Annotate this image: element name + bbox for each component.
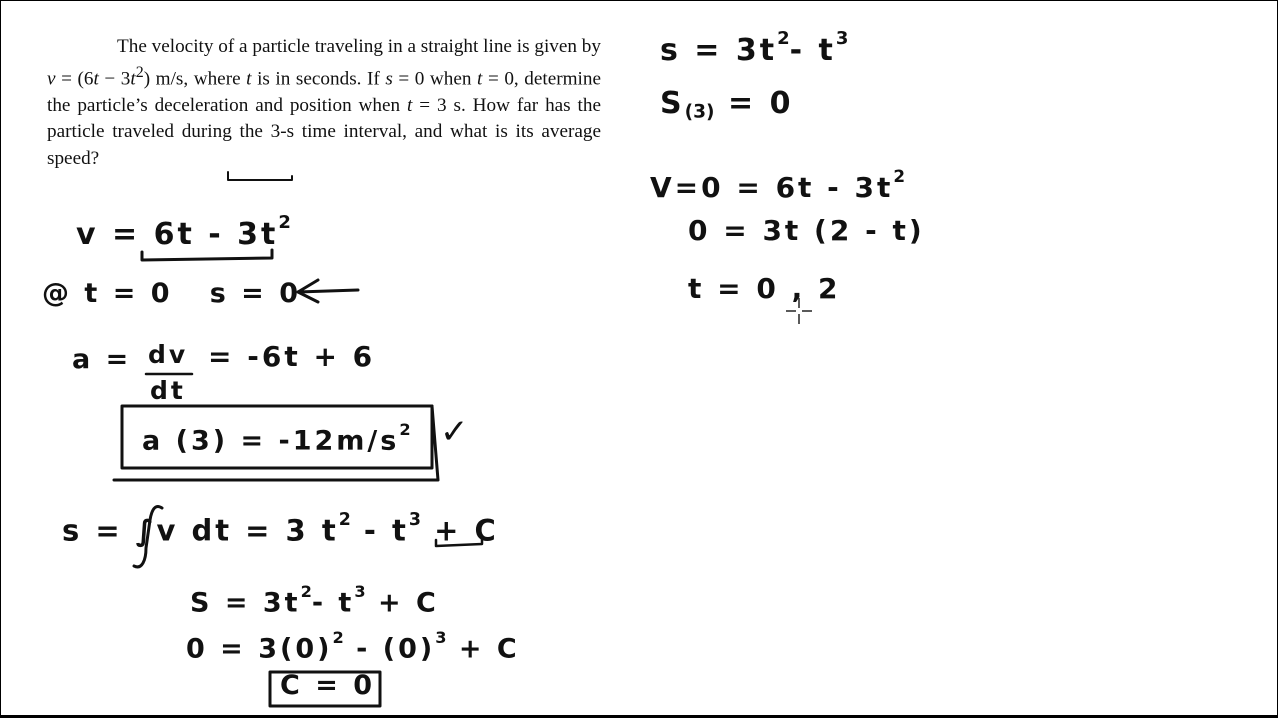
initial-condition: @ t = 0 s = 0 <box>42 278 301 309</box>
underline-constant <box>436 538 482 546</box>
checkmark-icon: ✓ <box>440 412 469 452</box>
position-integral: s = ∫v dt = 3 $t^2 - t^3 + C$ <box>62 510 499 548</box>
constant-box <box>270 672 380 706</box>
position-substitution-1: $S = 3t^2-$ $t^3 + C$ <box>190 582 439 619</box>
arrow-icon <box>298 280 358 302</box>
crosshair-cursor-icon <box>784 296 814 326</box>
accel-dt: dt <box>150 376 186 405</box>
factored-equation: 0 = 3t (2 - t) <box>688 214 925 247</box>
velocity-roots: t = 0 , 2 <box>688 272 841 305</box>
accel-dv: dv <box>148 340 189 369</box>
integral-sign <box>134 507 162 567</box>
position-function: $s = 3t^2-$ $t^3$ <box>660 28 849 69</box>
velocity-equation: $v = 6t - 3t^2$ <box>76 212 291 253</box>
position-at-3: $S_{(3)} = 0$ <box>660 86 794 123</box>
underline-3s-interval <box>228 172 292 180</box>
position-substitution-2: $0 = 3(0)^2 - (0)^3 + C$ <box>186 628 520 665</box>
accel-a-label: a = <box>72 344 132 375</box>
velocity-zero-equation: $V=0 = 6t - 3t^2$ <box>650 166 906 205</box>
underline-velocity <box>142 250 272 260</box>
problem-statement: The velocity of a particle traveling in a straight line is given by $v = (6t - 3t^2)$ m/s, where t is in seconds. If s = 0 when t = 0, determine the particle’s deceleration and position when t = 3 s. How far has the particle traveled during the 3-s time interval, and what is its average speed? <box>47 36 601 169</box>
accel-result-box <box>122 406 432 468</box>
accel-derivative-result: = -6t + 6 <box>208 340 376 373</box>
constant-result: C = 0 <box>280 670 376 701</box>
accel-at-3-result: a $(3) = -12m/s^2$ <box>142 420 411 457</box>
